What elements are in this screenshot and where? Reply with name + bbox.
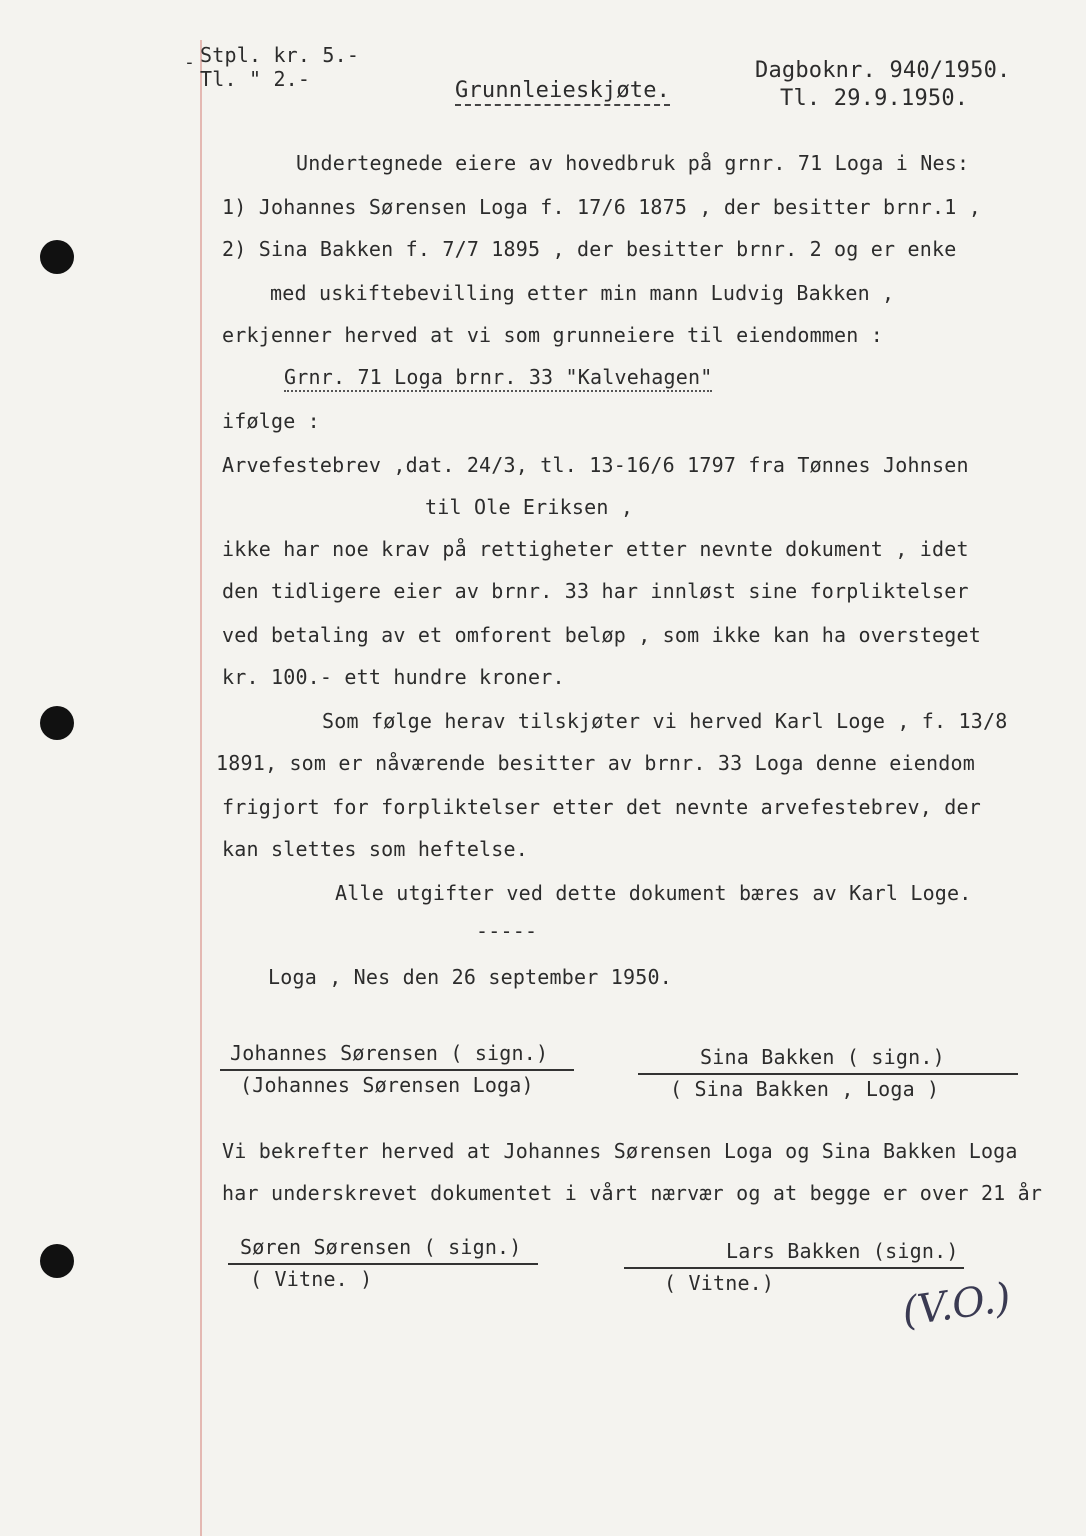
signature-1-full-name: (Johannes Sørensen Loga) bbox=[240, 1073, 534, 1097]
body-line: ved betaling av et omforent beløp , som ikke kan ha oversteget bbox=[222, 623, 981, 647]
witness-2-name: Lars Bakken (sign.) bbox=[726, 1239, 959, 1263]
body-line: 1891, som er nåværende besitter av brnr. 33 Loga denne eiendom bbox=[216, 751, 975, 775]
body-line: Som følge herav tilskjøter vi herved Karl Loge , f. 13/8 bbox=[322, 709, 1008, 733]
witness-statement-line: Vi bekrefter herved at Johannes Sørensen Loga og Sina Bakken Loga bbox=[222, 1139, 1018, 1163]
witness-1-role: ( Vitne. ) bbox=[250, 1267, 373, 1291]
body-line: til Ole Eriksen , bbox=[425, 495, 634, 519]
margin-dash: - bbox=[184, 52, 195, 73]
property-designation: Grnr. 71 Loga brnr. 33 "Kalvehagen" bbox=[284, 364, 712, 392]
body-line: kan slettes som heftelse. bbox=[222, 837, 529, 861]
body-line: ikke har noe krav på rettigheter etter nevnte dokument , idet bbox=[222, 537, 969, 561]
stamp-fee-line-2: Tl. " 2.- bbox=[200, 67, 311, 91]
signature-2-full-name: ( Sina Bakken , Loga ) bbox=[670, 1077, 940, 1101]
body-line: Arvefestebrev ,dat. 24/3, tl. 13-16/6 1797 fra Tønnes Johnsen bbox=[222, 453, 969, 477]
signature-line bbox=[638, 1073, 1018, 1075]
body-line: erkjenner herved at vi som grunneiere til eiendommen : bbox=[222, 323, 884, 347]
body-line: 1) Johannes Sørensen Loga f. 17/6 1875 , der besitter brnr.1 , bbox=[222, 195, 981, 219]
body-line: frigjort for forpliktelser etter det nevnte arvefestebrev, der bbox=[222, 795, 981, 819]
signature-line bbox=[228, 1263, 538, 1265]
body-line: kr. 100.- ett hundre kroner. bbox=[222, 665, 565, 689]
body-line: ifølge : bbox=[222, 409, 320, 433]
witness-2-role: ( Vitne.) bbox=[664, 1271, 775, 1295]
document-title: Grunnleieskjøte. bbox=[455, 78, 670, 106]
witness-1-name: Søren Sørensen ( sign.) bbox=[240, 1235, 522, 1259]
red-margin-line bbox=[200, 40, 202, 1536]
body-line: Alle utgifter ved dette dokument bæres av Karl Loge. bbox=[335, 881, 972, 905]
journal-number: Dagboknr. 940/1950. bbox=[755, 58, 1011, 83]
punch-hole-icon bbox=[40, 706, 74, 740]
witness-statement-line: har underskrevet dokumentet i vårt nærvær og at begge er over 21 år bbox=[222, 1181, 1043, 1205]
registration-date: Tl. 29.9.1950. bbox=[780, 86, 969, 111]
signature-line bbox=[624, 1267, 964, 1269]
signature-line bbox=[220, 1069, 574, 1071]
body-line: Undertegnede eiere av hovedbruk på grnr. 71 Loga i Nes: bbox=[296, 151, 970, 175]
separator: ----- bbox=[476, 919, 538, 943]
punch-hole-icon bbox=[40, 1244, 74, 1278]
stamp-fee-line-1: Stpl. kr. 5.- bbox=[200, 43, 360, 67]
body-line: 2) Sina Bakken f. 7/7 1895 , der besitter brnr. 2 og er enke bbox=[222, 237, 957, 261]
handwritten-initials: (V.O.) bbox=[899, 1274, 1014, 1336]
place-and-date: Loga , Nes den 26 september 1950. bbox=[268, 965, 672, 989]
body-line: med uskiftebevilling etter min mann Ludvig Bakken , bbox=[270, 281, 895, 305]
signature-2-name: Sina Bakken ( sign.) bbox=[700, 1045, 945, 1069]
punch-hole-icon bbox=[40, 240, 74, 274]
body-line: den tidligere eier av brnr. 33 har innløst sine forpliktelser bbox=[222, 579, 969, 603]
signature-1-name: Johannes Sørensen ( sign.) bbox=[230, 1041, 549, 1065]
